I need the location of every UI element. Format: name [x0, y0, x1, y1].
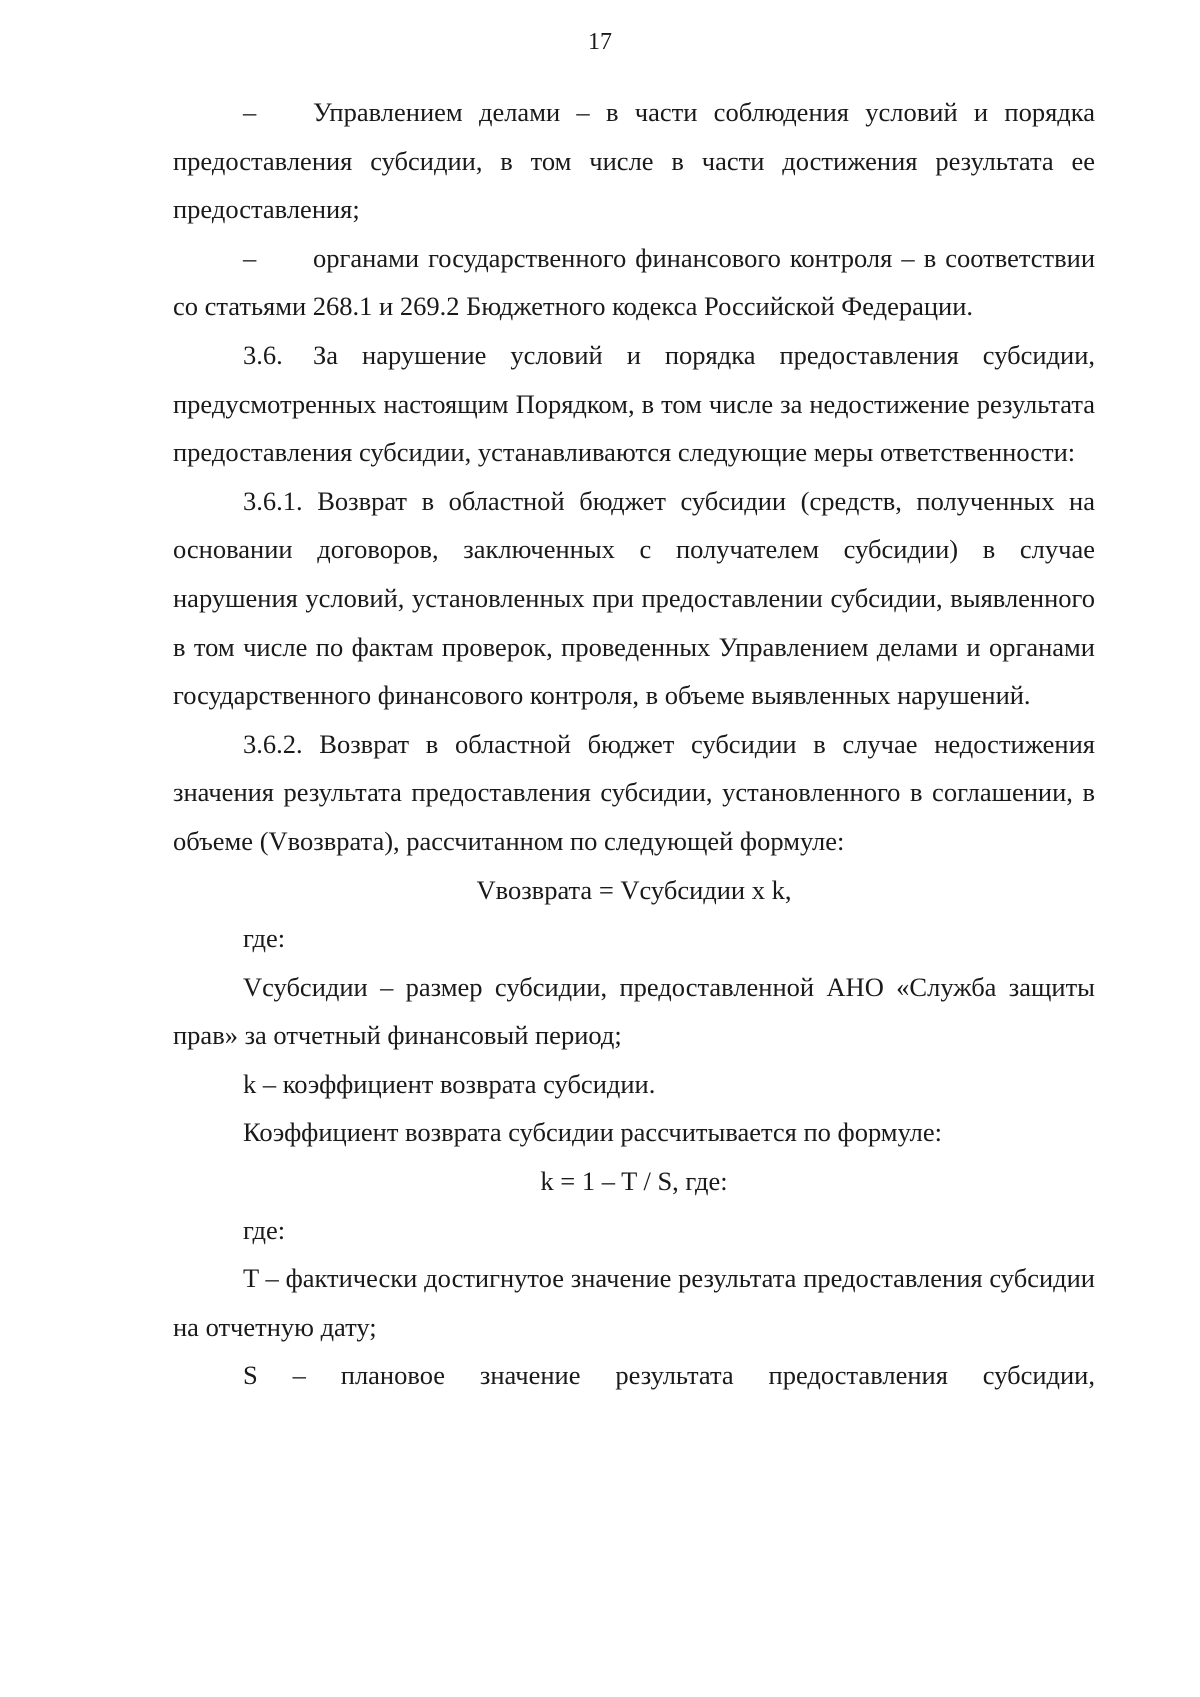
page-number: 17: [588, 29, 612, 55]
paragraph-3-6: [173, 331, 1095, 477]
paragraph-text: Управлением делами – в части соблюдения условий и порядка предоставления субсидии, в том числе в части достижения результата ее предоставления;: [173, 97, 1095, 225]
formula-return-volume: Vвозврата = Vсубсидии x k,: [476, 874, 792, 905]
paragraph-financial-control: [173, 234, 1095, 331]
paragraph-v-subsidy: Vсубсидии – размер субсидии, предоставленной АНО «Служба защиты прав» за отчетный финансовый период;: [173, 971, 1095, 1051]
formula-coefficient: k = 1 – T / S, где:: [540, 1166, 728, 1197]
paragraph-t-definition: T – фактически достигнутое значение результата предоставления субсидии на отчетную дату;: [173, 1263, 1095, 1342]
document-body: [173, 88, 1095, 1400]
paragraph-k-formula-intro: Коэффициент возврата субсидии рассчитывается по формуле:: [243, 1117, 943, 1148]
paragraph-management-control: [173, 88, 1095, 234]
paragraph-s-definition: S – плановое значение результата предоставления субсидии,: [243, 1360, 1095, 1391]
paragraph-text: За нарушение условий и порядка предоставления субсидии, предусмотренных настоящим Порядком, в том числе за недостижение результата предоставления субсидии, устанавливаются следующие меры ответственности:: [173, 339, 1095, 468]
clause-number: 3.6.: [243, 339, 283, 370]
where-label: где:: [243, 923, 286, 954]
list-dash: –: [243, 97, 257, 127]
where-label: где:: [243, 1214, 286, 1245]
paragraph-text: органами государственного финансового контроля – в соответствии со статьями 268.1 и 269.2 Бюджетного кодекса Российской Федерации.: [173, 242, 1095, 322]
paragraph-3-6-1: 3.6.1. Возврат в областной бюджет субсидии (средств, полученных на основании договоров, заключенных с получателем субсидии) в случае нарушения условий, установленных при предоставлении субсидии, выявленного в том числе по фактам проверок, проведенных Управлением делами и органами государственного финансового контроля, в объеме выявленных нарушений.: [173, 485, 1095, 711]
list-dash: –: [243, 242, 257, 273]
paragraph-k-definition: k – коэффициент возврата субсидии.: [243, 1068, 656, 1099]
paragraph-3-6-2: 3.6.2. Возврат в областной бюджет субсидии в случае недостижения значения результата предоставления субсидии, установленного в соглашении, в объеме (Vвозврата), рассчитанном по следующей формуле:: [173, 728, 1095, 856]
